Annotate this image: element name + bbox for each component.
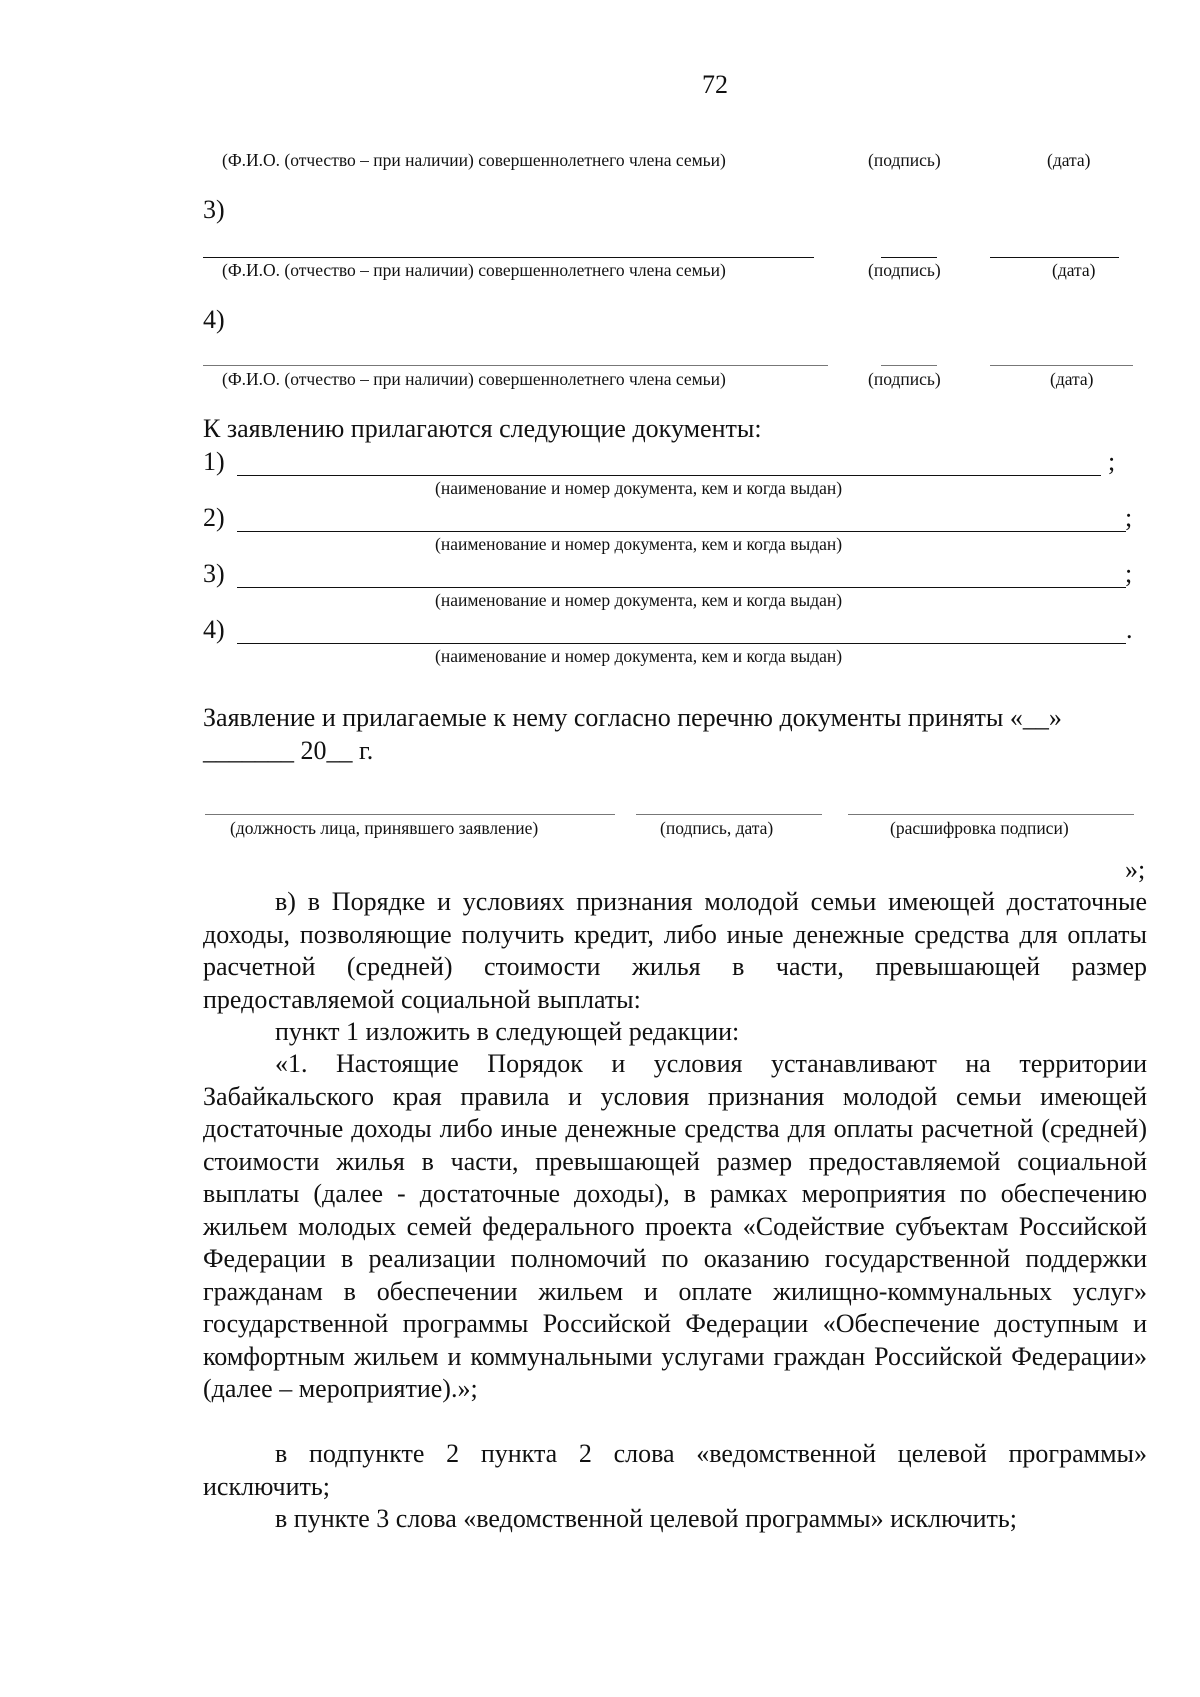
signature-caption: (подпись) [868, 150, 941, 170]
signature-caption: (подпись) [868, 260, 941, 280]
document-caption: (наименование и номер документа, кем и когда выдан) [435, 590, 843, 610]
family-member-number: 3) [203, 195, 225, 224]
date-caption: (дата) [1052, 260, 1096, 280]
document-number: 4) [203, 615, 225, 644]
date-caption: (дата) [1050, 369, 1094, 389]
fio-caption: (Ф.И.О. (отчество – при наличии) совершеннолетнего члена семьи) [222, 260, 726, 280]
date-blank-line [990, 365, 1133, 366]
official-signature-blank-line [636, 814, 822, 815]
official-position-blank-line [205, 814, 615, 815]
official-signature-caption: (подпись, дата) [660, 818, 774, 838]
official-position-caption: (должность лица, принявшего заявление) [230, 818, 539, 838]
document-end-mark: ; [1125, 559, 1133, 588]
document-blank-line [237, 531, 1126, 532]
attachments-heading: К заявлению прилагаются следующие документы: [203, 414, 762, 443]
official-decoding-blank-line [848, 814, 1134, 815]
paragraph-subpoint-2: в подпункте 2 пункта 2 слова «ведомственной целевой программы» исключить; [203, 1439, 1147, 1501]
signature-blank-line [881, 365, 937, 366]
document-end-mark: . [1126, 615, 1133, 644]
paragraph-point-1-text: «1. Настоящие Порядок и условия устанавливают на территории Забайкальского края правила и условия признания молодой семьи имеющей достаточные доходы либо иные денежные средства для оплаты расчетной (средней) стоимости жилья в части, превышающей размер предоставляемой социальной выплаты (далее - достаточные доходы), в рамках мероприятия по обеспечению жильем молодых семей федерального проекта «Содействие субъектам Российской Федерации в реализации полномочий по оказанию государственной поддержки гражданам в обеспечении жильем и оплате жилищно-коммунальных услуг» государственной программы Российской Федерации «Обеспечение доступным и комфортным жильем и коммунальными услугами граждан Российской Федерации» (далее – мероприятие).»; [203, 1049, 1147, 1403]
document-number: 2) [203, 503, 225, 532]
accepted-date-blank: _______ 20__ г. [203, 736, 374, 765]
fio-blank-line [203, 257, 814, 258]
date-caption: (дата) [1047, 150, 1091, 170]
signature-blank-line [881, 257, 937, 258]
document-blank-line [237, 643, 1126, 644]
paragraph-point-1-intro: пункт 1 изложить в следующей редакции: [275, 1017, 740, 1046]
document-caption: (наименование и номер документа, кем и когда выдан) [435, 478, 843, 498]
date-blank-line [990, 257, 1119, 258]
document-number: 3) [203, 559, 225, 588]
document-number: 1) [203, 447, 225, 476]
document-caption: (наименование и номер документа, кем и когда выдан) [435, 534, 843, 554]
paragraph-amendment-v: в) в Порядке и условиях признания молодой семьи имеющей достаточные доходы, позволяющие получить кредит, либо иные денежные средства для оплаты расчетной (средней) стоимости жилья в части, превышающей размер предоставляемой социальной выплаты: [203, 887, 1147, 1014]
document-end-mark: ; [1108, 447, 1116, 476]
document-blank-line [237, 475, 1101, 476]
fio-caption: (Ф.И.О. (отчество – при наличии) совершеннолетнего члена семьи) [222, 150, 726, 170]
official-decoding-caption: (расшифровка подписи) [890, 818, 1069, 838]
accepted-statement: Заявление и прилагаемые к нему согласно перечню документы приняты «__» [203, 703, 1062, 732]
family-member-number: 4) [203, 305, 225, 334]
document-blank-line [237, 587, 1126, 588]
paragraph-point-3: в пункте 3 слова «ведомственной целевой программы» исключить; [275, 1504, 1018, 1533]
document-caption: (наименование и номер документа, кем и когда выдан) [435, 646, 843, 666]
page-number: 72 [702, 70, 728, 99]
document-end-mark: ; [1125, 503, 1133, 532]
fio-caption: (Ф.И.О. (отчество – при наличии) совершеннолетнего члена семьи) [222, 369, 726, 389]
closing-quote: »; [1125, 855, 1146, 884]
signature-caption: (подпись) [868, 369, 941, 389]
fio-blank-line [203, 365, 828, 366]
